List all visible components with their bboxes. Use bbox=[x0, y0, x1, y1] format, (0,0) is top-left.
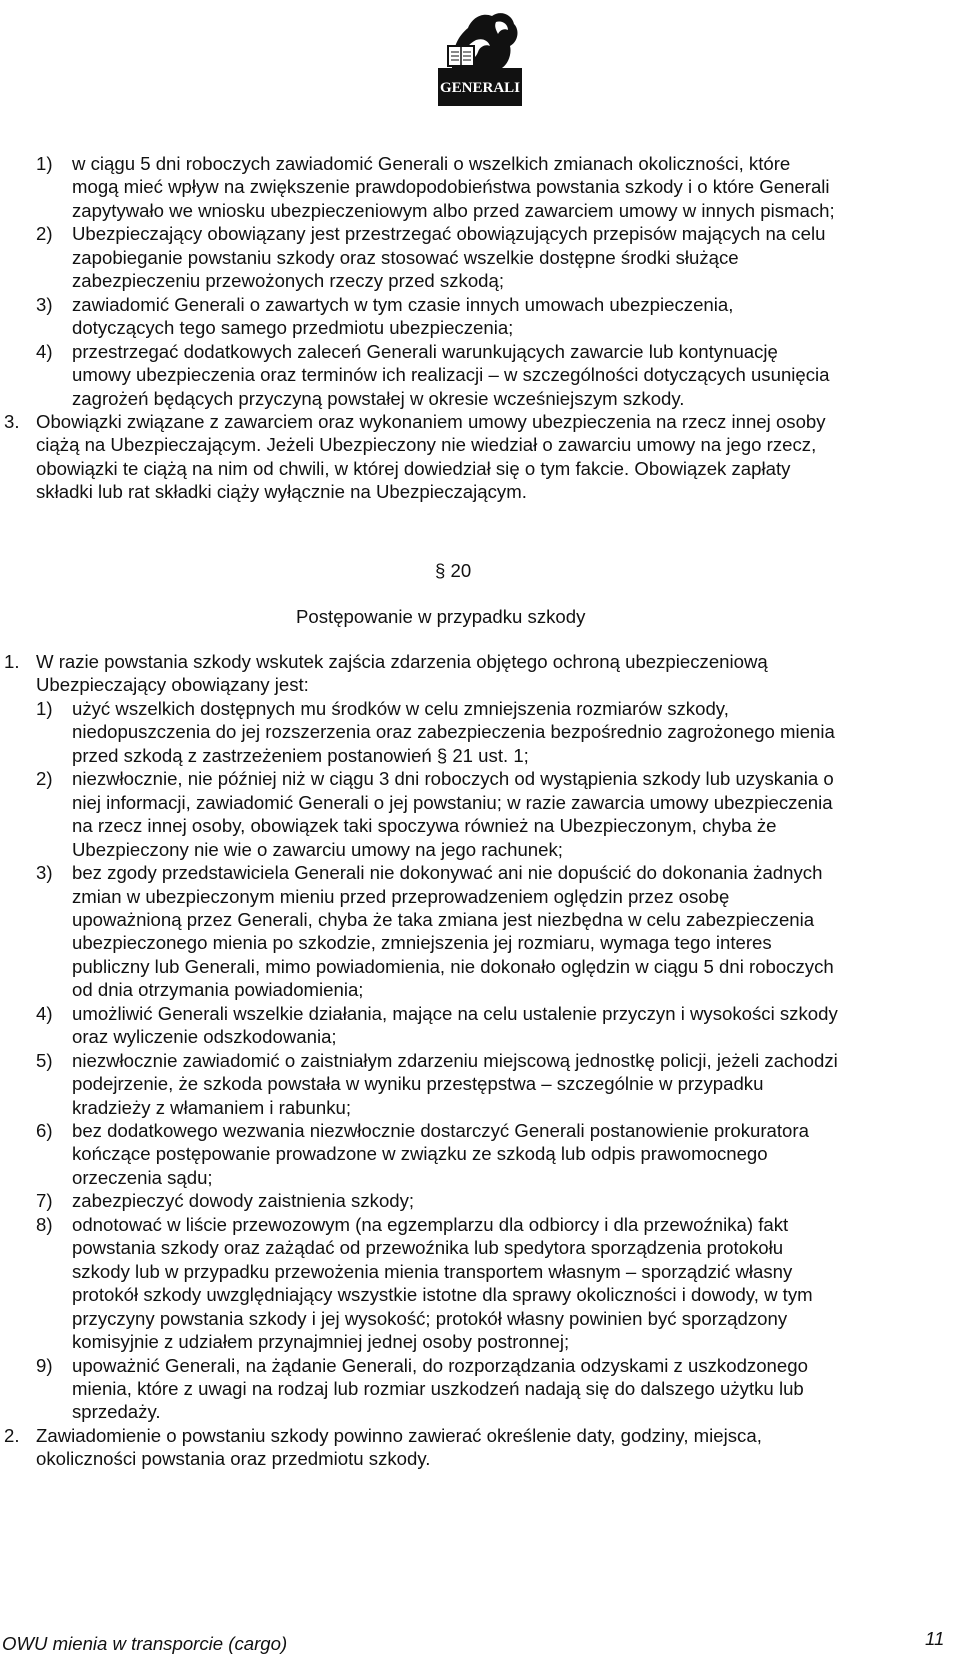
obligation-item-4-text-line: umowy ubezpieczenia oraz terminów ich realizacji – w szczególności dotyczących usunięcia bbox=[72, 364, 830, 386]
procedure-item-3-text-line: publiczny lub Generali, mimo powiadomienia, nie dokonało oględzin w ciągu 5 dni roboczych bbox=[72, 955, 834, 977]
obligation-item-3-text-line: dotyczących tego samego przedmiotu ubezpieczenia; bbox=[72, 317, 514, 339]
procedure-item-1-text-line: przed szkodą z zastrzeżeniem postanowień § 21 ust. 1; bbox=[72, 744, 529, 766]
procedure-item-2-number: 2) bbox=[36, 768, 53, 790]
obligation-item-2-number: 2) bbox=[36, 223, 53, 245]
section-number: § 20 bbox=[435, 560, 472, 581]
procedure-item-8-text-line: odnotować w liście przewozowym (na egzemplarzu dla odbiorcy i dla przewoźnika) fakt bbox=[72, 1213, 789, 1235]
procedure-item-4-number: 4) bbox=[36, 1002, 53, 1024]
procedure-item-2-text-line: niezwłocznie, nie później niż w ciągu 3 dni roboczych od wystąpienia szkody lub uzyskania o bbox=[72, 768, 834, 790]
obligation-item-4-text-line: zagrożeń będących przyczyną powstałej w okresie wcześniejszym szkody. bbox=[72, 387, 685, 409]
procedure-item-1-text-line: użyć wszelkich dostępnych mu środków w celu zmniejszenia rozmiarów szkody, bbox=[72, 697, 729, 719]
procedure-item-8-text-line: szkody lub w przypadku przewożenia mienia transportem własnym – sporządzić własny bbox=[72, 1260, 793, 1282]
obligation-item-1-number: 1) bbox=[36, 153, 53, 174]
procedure-item-1-number: 1) bbox=[36, 697, 53, 719]
procedure-item-3-text-line: upoważnioną przez Generali, chyba że taka zmiana jest niezbędna w celu zabezpieczenia bbox=[72, 908, 815, 930]
procedure-item-8-text-line: przyczyny powstania szkody i jej wysokość; protokół własny powinien być sporządzony bbox=[72, 1307, 788, 1329]
generali-logo bbox=[438, 8, 522, 106]
procedure-item-8-text-line: powstania szkody oraz zażądać od przewoźnika lub spedytora sporządzenia protokołu bbox=[72, 1237, 784, 1259]
procedure-item-2-text-line: niej informacji, zawiadomić Generali o jej powstaniu; w razie zawarcia umowy ubezpieczenia bbox=[72, 791, 833, 813]
procedure-item-4-text-line: umożliwić Generali wszelkie działania, mające na celu ustalenie przyczyn i wysokości szkody bbox=[72, 1002, 838, 1024]
procedure-item-6-text-line: kończące postępowanie prowadzone w związku ze szkodą lub odpis prawomocnego bbox=[72, 1143, 768, 1165]
obligation-point-3-text-line: Obowiązki związane z zawarciem oraz wykonaniem umowy ubezpieczenia na rzecz innej osoby bbox=[36, 410, 826, 432]
procedure-point-2-number: 2. bbox=[4, 1424, 20, 1446]
procedure-item-3-text-line: ubezpieczonego mienia po szkodzie, zmniejszenia jej rozmiaru, wymaga tego interes bbox=[72, 932, 772, 954]
procedure-item-1-text-line: niedopuszczenia do jej rozszerzenia oraz zabezpieczenia bezpośrednio zagrożonego mienia bbox=[72, 721, 835, 743]
procedure-item-3-text-line: zmian w ubezpieczonym mieniu przed przeprowadzeniem oględzin przez osobę bbox=[72, 885, 730, 907]
procedure-item-3-number: 3) bbox=[36, 862, 53, 884]
obligation-point-3-text-line: obowiązki te ciążą na nim od chwili, w której dowiedział się o tym fakcie. Obowiązek zapłaty bbox=[36, 457, 791, 479]
procedure-item-3-text-line: bez zgody przedstawiciela Generali nie dokonywać ani nie dopuścić do dokonania żadnych bbox=[72, 862, 823, 884]
procedure-item-3-text-line: od dnia otrzymania powiadomienia; bbox=[72, 979, 364, 1001]
procedure-item-7-text-line: zabezpieczyć dowody zaistnienia szkody; bbox=[72, 1190, 415, 1212]
procedure-item-8-text-line: protokół szkody uwzględniający wszystkie istotne dla sprawy okoliczności i dowody, w tym bbox=[72, 1284, 813, 1306]
procedure-item-9-number: 9) bbox=[36, 1354, 53, 1376]
procedure-item-6-number: 6) bbox=[36, 1120, 53, 1141]
page-number: 11 bbox=[925, 1628, 945, 1649]
procedure-item-9-text-line: sprzedaży. bbox=[72, 1401, 161, 1423]
section-title: Postępowanie w przypadku szkody bbox=[296, 606, 586, 627]
obligation-item-1-text-line: mogą mieć wpływ na zwiększenie prawdopodobieństwa powstania szkody i o które Generali bbox=[72, 176, 830, 198]
obligation-item-2-text-line: Ubezpieczający obowiązany jest przestrzegać obowiązujących przepisów mających na celu bbox=[72, 223, 826, 245]
procedure-item-9-text-line: upoważnić Generali, na żądanie Generali, do rozporządzania odzyskami z uszkodzonego bbox=[72, 1354, 808, 1376]
obligation-item-2-text-line: zabezpieczeniu przewożonych rzeczy przed szkodą; bbox=[72, 270, 505, 292]
procedure-item-9-text-line: mienia, które z uwagi na rodzaj lub rozmiar uszkodzeń nadają się do dalszego użytku lub bbox=[72, 1377, 804, 1399]
obligation-item-1-text-line: zapytywało we wniosku ubezpieczeniowym albo przed zawarciem umowy w innych pismach; bbox=[72, 199, 835, 221]
procedure-point-2-text-line: Zawiadomienie o powstaniu szkody powinno zawierać określenie daty, godziny, miejsca, bbox=[36, 1424, 762, 1446]
svg-text:GENERALI: GENERALI bbox=[439, 80, 521, 96]
obligation-item-3-number: 3) bbox=[36, 293, 53, 315]
obligation-point-3-text-line: ciążą na Ubezpieczającym. Jeżeli Ubezpieczony nie wiedział o zawarciu umowy na jego rzecz, bbox=[36, 434, 817, 456]
procedure-item-8-number: 8) bbox=[36, 1213, 53, 1235]
footer-title: OWU mienia w transporcie (cargo) bbox=[2, 1633, 288, 1654]
obligation-item-4-number: 4) bbox=[36, 340, 53, 362]
procedure-item-2-text-line: Ubezpieczony nie wie o zawarciu umowy na jego rachunek; bbox=[72, 838, 563, 860]
procedure-point-1-text-line: Ubezpieczający obowiązany jest: bbox=[36, 674, 309, 696]
procedure-item-5-number: 5) bbox=[36, 1049, 53, 1071]
obligation-item-4-text-line: przestrzegać dodatkowych zaleceń Generali warunkujących zawarcie lub kontynuację bbox=[72, 340, 778, 362]
procedure-point-1-text-line: W razie powstania szkody wskutek zajścia zdarzenia objętego ochroną ubezpieczeniową bbox=[36, 651, 768, 672]
procedure-item-6-text-line: bez dodatkowego wezwania niezwłocznie dostarczyć Generali postanowienie prokuratora bbox=[72, 1120, 809, 1141]
procedure-item-5-text-line: niezwłocznie zawiadomić o zaistniałym zdarzeniu miejscową jednostkę policji, jeżeli zachodzi bbox=[72, 1049, 838, 1071]
obligation-item-2-text-line: zapobieganie powstaniu szkody oraz stosować wszelkie dostępne środki służące bbox=[72, 246, 739, 268]
procedure-item-5-text-line: podejrzenie, że szkoda powstała w wyniku przestępstwa – szczególnie w przypadku bbox=[72, 1073, 764, 1095]
obligation-point-3-number: 3. bbox=[4, 410, 20, 432]
procedure-point-2-text-line: okoliczności powstania oraz przedmiotu szkody. bbox=[36, 1448, 431, 1470]
obligation-item-3-text-line: zawiadomić Generali o zawartych w tym czasie innych umowach ubezpieczenia, bbox=[72, 293, 734, 315]
procedure-item-4-text-line: oraz wyliczenie odszkodowania; bbox=[72, 1026, 337, 1048]
generali-lion-emblem bbox=[438, 8, 522, 106]
procedure-item-5-text-line: kradzieży z włamaniem i rabunku; bbox=[72, 1096, 352, 1118]
obligation-point-3-text-line: składki lub rat składki ciąży wyłącznie na Ubezpieczającym. bbox=[36, 481, 527, 503]
obligation-item-1-text-line: w ciągu 5 dni roboczych zawiadomić Generali o wszelkich zmianach okoliczności, które bbox=[72, 153, 791, 174]
procedure-item-6-text-line: orzeczenia sądu; bbox=[72, 1166, 213, 1188]
procedure-item-7-number: 7) bbox=[36, 1190, 53, 1212]
procedure-item-2-text-line: na rzecz innej osoby, obowiązek taki spoczywa również na Ubezpieczonym, chyba że bbox=[72, 815, 777, 837]
procedure-point-1-number: 1. bbox=[4, 651, 20, 672]
procedure-item-8-text-line: komisyjnie z udziałem przynajmniej jednej osoby postronnej; bbox=[72, 1331, 570, 1353]
